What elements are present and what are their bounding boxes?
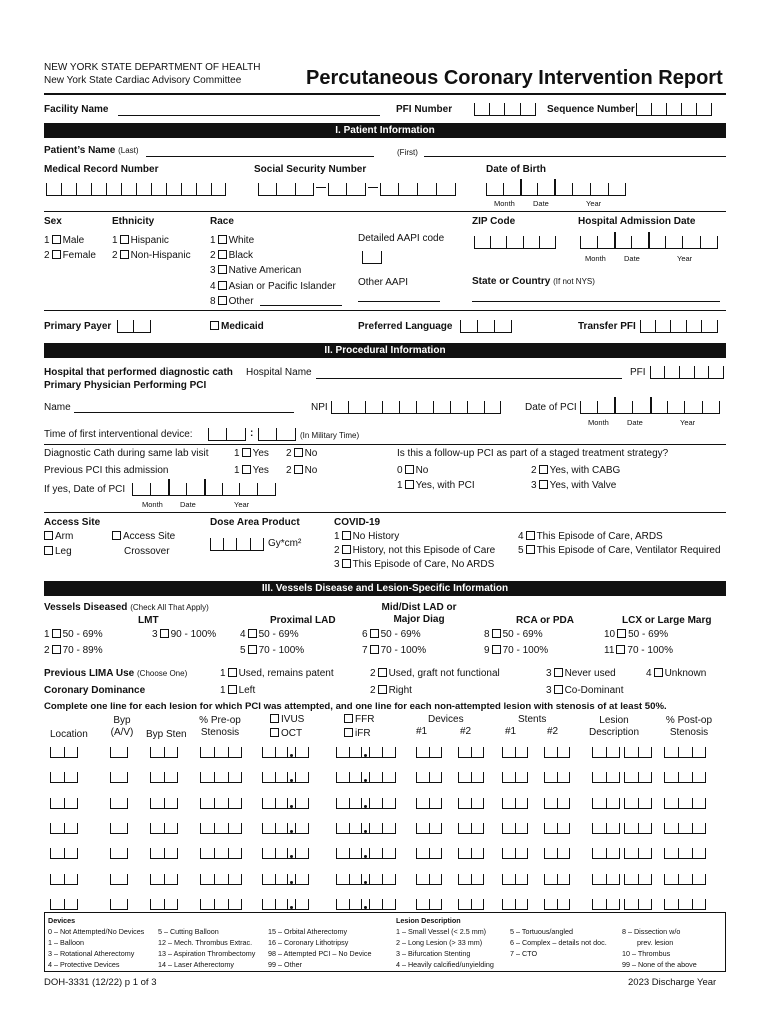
col-postop-stenosis: % Post-op Stenosis	[665, 715, 713, 738]
ifr-option[interactable]: iFR	[342, 728, 371, 740]
ssn-part-1[interactable]	[258, 180, 314, 196]
device-2-boxes[interactable]	[458, 771, 484, 783]
followup-no-option[interactable]: 0 No	[397, 465, 429, 476]
col-bypass: Byp (A/V)	[110, 715, 134, 738]
hispanic-option[interactable]: 1 Hispanic	[112, 235, 169, 246]
postop-stenosis-boxes[interactable]	[664, 746, 706, 758]
divider	[44, 512, 726, 513]
legend-item: 99 – Other	[268, 960, 302, 969]
lesion-desc-1-boxes[interactable]	[592, 847, 620, 859]
ssn-dash-2	[368, 187, 378, 188]
diag-no-option[interactable]: 2 No	[286, 448, 318, 459]
bypass-stenosis-boxes[interactable]	[150, 771, 178, 783]
ssn-part-2[interactable]	[328, 180, 366, 196]
stent-2-boxes[interactable]	[544, 873, 570, 885]
pci-month-hint: Month	[588, 418, 609, 427]
legend-item: 7 – CTO	[510, 949, 538, 958]
lesion-desc-2-boxes[interactable]	[624, 822, 652, 834]
ffr-ifr-value-boxes[interactable]	[336, 873, 396, 885]
lmt-90-100-option[interactable]: 3 90 - 100%	[152, 629, 217, 640]
preop-stenosis-boxes[interactable]	[200, 847, 242, 859]
followup-valve-option[interactable]: 3 Yes, with Valve	[531, 480, 617, 491]
first-name-field[interactable]	[424, 156, 726, 157]
bypass-stenosis-boxes[interactable]	[150, 746, 178, 758]
last-name-field[interactable]	[146, 156, 374, 157]
aapi-code-boxes[interactable]	[362, 248, 382, 264]
last-name-hint: (Last)	[118, 146, 139, 155]
device-2-boxes[interactable]	[458, 898, 484, 910]
device-2-boxes[interactable]	[458, 822, 484, 834]
prev-pci-date-boxes[interactable]	[132, 480, 276, 496]
stent-2-boxes[interactable]	[544, 746, 570, 758]
lima-label: Previous LIMA Use (Choose One)	[44, 668, 188, 679]
rca-50-69-option[interactable]: 8 50 - 69%	[484, 629, 543, 640]
date-of-pci-boxes[interactable]	[580, 398, 720, 414]
col-stent-1: #1	[505, 726, 517, 737]
mrn-label: Medical Record Number	[44, 164, 159, 175]
stent-1-boxes[interactable]	[502, 746, 528, 758]
ffr-ifr-value-boxes[interactable]	[336, 898, 396, 910]
physician-name-label: Name	[44, 402, 71, 413]
dose-area-boxes[interactable]	[210, 535, 264, 551]
section-3-header: III. Vessels Disease and Lesion-Specific Information	[44, 581, 726, 596]
patient-name-label	[44, 145, 139, 157]
legend-item: 1 – Balloon	[48, 938, 84, 947]
col-stents: Stents	[518, 714, 547, 725]
lesion-desc-2-boxes[interactable]	[624, 746, 652, 758]
diag-yes-option[interactable]: 1 Yes	[234, 448, 269, 459]
ffr-ifr-value-boxes[interactable]	[336, 847, 396, 859]
legend-item: 98 – Attempted PCI – No Device	[268, 949, 372, 958]
dob-year-hint: Year	[586, 199, 602, 208]
legend-item: 2 – Long Lesion (> 33 mm)	[396, 938, 483, 947]
race-other-option[interactable]: 8 Other	[210, 296, 254, 307]
stent-2-boxes[interactable]	[544, 847, 570, 859]
time-colon: :	[250, 428, 254, 439]
race-white-option[interactable]: 1 White	[210, 235, 255, 246]
device-1-boxes[interactable]	[416, 847, 442, 859]
followup-question: Is this a follow-up PCI as part of a staged treatment strategy?	[397, 448, 669, 459]
bypass-box[interactable]	[110, 746, 128, 758]
physician-label: Primary Physician Performing PCI	[44, 380, 207, 391]
prev-year-hint: Year	[234, 500, 250, 509]
legend-devices-title: Devices	[48, 916, 76, 925]
lesion-desc-2-boxes[interactable]	[624, 847, 652, 859]
device-1-boxes[interactable]	[416, 873, 442, 885]
covid-no-history-option[interactable]: 1 No History	[334, 531, 400, 542]
plad-50-69-option[interactable]: 4 50 - 69%	[240, 629, 299, 640]
legend-item: 3 – Bifurcation Stenting	[396, 949, 471, 958]
bypass-box[interactable]	[110, 797, 128, 809]
location-boxes[interactable]	[50, 847, 78, 859]
lmt-50-69-option[interactable]: 1 50 - 69%	[44, 629, 103, 640]
legend-item: 6 – Complex – details not doc.	[510, 938, 607, 947]
ffr-ifr-value-boxes[interactable]	[336, 797, 396, 809]
lima-not-functional-option[interactable]: 2 Used, graft not functional	[370, 668, 500, 679]
first-name-hint: (First)	[397, 148, 418, 157]
payer-boxes[interactable]	[117, 317, 151, 333]
lesion-desc-2-boxes[interactable]	[624, 771, 652, 783]
physician-name-field[interactable]	[74, 412, 294, 413]
location-boxes[interactable]	[50, 797, 78, 809]
lcx-70-100-option[interactable]: 11 70 - 100%	[604, 645, 673, 656]
previous-pci-label: Previous PCI this admission	[44, 465, 169, 476]
covid-history-option[interactable]: 2 History, not this Episode of Care	[334, 545, 496, 556]
divider	[44, 211, 726, 212]
covid-ventilator-option[interactable]: 5 This Episode of Care, Ventilator Required	[518, 545, 721, 556]
oct-option[interactable]: OCT	[268, 728, 302, 740]
stent-1-boxes[interactable]	[502, 797, 528, 809]
date-of-pci-label: Date of PCI	[525, 402, 577, 413]
ivus-oct-value-boxes[interactable]	[262, 797, 309, 809]
ivus-oct-value-boxes[interactable]	[262, 873, 309, 885]
preop-stenosis-boxes[interactable]	[200, 873, 242, 885]
legend-item: 8 – Dissection w/o	[622, 927, 681, 936]
access-leg-option[interactable]: Leg	[44, 546, 72, 558]
col-devices: Devices	[428, 714, 464, 725]
covid-label: COVID-19	[334, 517, 381, 528]
lima-unknown-option[interactable]: 4 Unknown	[646, 668, 707, 679]
legend-lesion-title: Lesion Description	[396, 916, 461, 925]
legend-item: 1 – Small Vessel (< 2.5 mm)	[396, 927, 487, 936]
mlad-50-69-option[interactable]: 6 50 - 69%	[362, 629, 421, 640]
location-boxes[interactable]	[50, 873, 78, 885]
postop-stenosis-boxes[interactable]	[664, 771, 706, 783]
postop-stenosis-boxes[interactable]	[664, 873, 706, 885]
sex-female-option[interactable]: 2 Female	[44, 250, 96, 261]
proximal-lad-header: Proximal LAD	[270, 615, 336, 626]
dob-date-hint: Date	[533, 199, 549, 208]
postop-stenosis-boxes[interactable]	[664, 847, 706, 859]
if-yes-date-label: If yes, Date of PCI	[44, 484, 126, 495]
device-2-boxes[interactable]	[458, 746, 484, 758]
device-1-boxes[interactable]	[416, 898, 442, 910]
device-1-boxes[interactable]	[416, 822, 442, 834]
plad-70-100-option[interactable]: 5 70 - 100%	[240, 645, 305, 656]
race-native-option[interactable]: 3 Native American	[210, 265, 302, 276]
military-time-hint: (In Military Time)	[300, 431, 360, 440]
ffr-ifr-value-boxes[interactable]	[336, 822, 396, 834]
time-hours-boxes[interactable]	[208, 425, 246, 441]
divider	[44, 444, 726, 445]
aapi-code-label: Detailed AAPI code	[358, 233, 445, 244]
lesion-desc-1-boxes[interactable]	[592, 898, 620, 910]
form-number: DOH-3331 (12/22) p 1 of 3	[44, 977, 157, 988]
committee-name: New York State Cardiac Advisory Committee	[44, 75, 242, 86]
lcx-50-69-option[interactable]: 10 50 - 69%	[604, 629, 669, 640]
prev-pci-yes-option[interactable]: 1 Yes	[234, 465, 269, 476]
dominance-codominant-option[interactable]: 3 Co-Dominant	[546, 685, 624, 696]
stent-1-boxes[interactable]	[502, 898, 528, 910]
transfer-pfi-label: Transfer PFI	[578, 321, 636, 332]
lesion-desc-1-boxes[interactable]	[592, 797, 620, 809]
pfi-label: PFI Number	[396, 104, 453, 115]
dose-area-label: Dose Area Product	[210, 517, 300, 528]
preop-stenosis-boxes[interactable]	[200, 771, 242, 783]
legend-item: 4 – Heavily calcified/unyielding	[396, 960, 494, 969]
postop-stenosis-boxes[interactable]	[664, 898, 706, 910]
col-bypass-stenosis: Byp Sten	[146, 729, 187, 740]
col-location: Location	[50, 729, 88, 740]
ffr-option[interactable]: FFR	[342, 714, 374, 726]
legend-item: 5 – Tortuous/angled	[510, 927, 574, 936]
bypass-box[interactable]	[110, 822, 128, 834]
lima-patent-option[interactable]: 1 Used, remains patent	[220, 668, 334, 679]
npi-label: NPI	[311, 402, 328, 413]
legend-item: 12 – Mech. Thrombus Extrac.	[158, 938, 253, 947]
hospital-name-field[interactable]	[316, 378, 622, 379]
lesion-instructions: Complete one line for each lesion for which PCI was attempted, and one line for each non-attempted lesion with stenosis of at least 50%.	[44, 701, 667, 712]
sex-label: Sex	[44, 216, 62, 227]
device-2-boxes[interactable]	[458, 797, 484, 809]
other-aapi-field[interactable]	[358, 301, 440, 302]
race-label: Race	[210, 216, 234, 227]
postop-stenosis-boxes[interactable]	[664, 822, 706, 834]
ffr-ifr-value-boxes[interactable]	[336, 771, 396, 783]
covid-no-ards-option[interactable]: 3 This Episode of Care, No ARDS	[334, 559, 495, 570]
sex-male-option[interactable]: 1 Male	[44, 235, 85, 246]
location-boxes[interactable]	[50, 771, 78, 783]
legend-item: 3 – Rotational Atherectomy	[48, 949, 135, 958]
legend-item: 99 – None of the above	[622, 960, 697, 969]
agency-name: NEW YORK STATE DEPARTMENT OF HEALTH	[44, 62, 261, 73]
race-other-field[interactable]	[260, 305, 342, 306]
pfi-number-boxes[interactable]	[474, 100, 536, 116]
ffr-ifr-value-boxes[interactable]	[336, 746, 396, 758]
ssn-part-3[interactable]	[380, 180, 456, 196]
legend-item: 0 – Not Attempted/No Devices	[48, 927, 145, 936]
dob-month-hint: Month	[494, 199, 515, 208]
location-boxes[interactable]	[50, 822, 78, 834]
lmt-70-89-option[interactable]: 2 70 - 89%	[44, 645, 103, 656]
location-boxes[interactable]	[50, 898, 78, 910]
ssn-label: Social Security Number	[254, 164, 367, 175]
admission-month-hint: Month	[585, 254, 606, 263]
device-2-boxes[interactable]	[458, 847, 484, 859]
access-site-label: Access Site	[44, 517, 101, 528]
language-label: Preferred Language	[358, 321, 453, 332]
stent-2-boxes[interactable]	[544, 898, 570, 910]
transfer-pfi-boxes[interactable]	[640, 317, 718, 333]
device-1-boxes[interactable]	[416, 797, 442, 809]
sequence-number-boxes[interactable]	[636, 100, 712, 116]
hospital-pfi-boxes[interactable]	[650, 363, 724, 379]
col-device-1: #1	[416, 726, 428, 737]
other-aapi-label: Other AAPI	[358, 277, 409, 288]
preop-stenosis-boxes[interactable]	[200, 898, 242, 910]
discharge-year: 2023 Discharge Year	[628, 977, 717, 988]
dominance-label: Coronary Dominance	[44, 685, 146, 696]
facility-field[interactable]	[118, 115, 380, 116]
header-rule	[44, 93, 726, 95]
ivus-oct-value-boxes[interactable]	[262, 771, 309, 783]
mrn-boxes[interactable]	[46, 180, 226, 196]
stent-2-boxes[interactable]	[544, 771, 570, 783]
admission-year-hint: Year	[677, 254, 693, 263]
vessels-diseased-label: Vessels Diseased (Check All That Apply)	[44, 602, 209, 613]
section-2-header: II. Procedural Information	[44, 343, 726, 358]
bypass-box[interactable]	[110, 873, 128, 885]
dob-label: Date of Birth	[486, 164, 546, 175]
admission-date-label: Hospital Admission Date	[578, 216, 696, 227]
diag-cath-same-visit-label: Diagnostic Cath during same lab visit	[44, 448, 209, 459]
followup-cabg-option[interactable]: 2 Yes, with CABG	[531, 465, 621, 476]
lesion-desc-1-boxes[interactable]	[592, 746, 620, 758]
zip-label: ZIP Code	[472, 216, 516, 227]
payer-label: Primary Payer	[44, 321, 112, 332]
dominance-left-option[interactable]: 1 Left	[220, 685, 256, 696]
ivus-oct-value-boxes[interactable]	[262, 847, 309, 859]
first-device-time-label: Time of first interventional device:	[44, 429, 193, 440]
patient-name-text: Patient’s Name	[44, 145, 116, 156]
col-device-2: #2	[460, 726, 472, 737]
prev-month-hint: Month	[142, 500, 163, 509]
language-boxes[interactable]	[460, 317, 512, 333]
page-title: Percutaneous Coronary Intervention Report	[306, 67, 723, 89]
bypass-box[interactable]	[110, 771, 128, 783]
preop-stenosis-boxes[interactable]	[200, 746, 242, 758]
col-lesion-description: Lesion Description	[588, 715, 640, 738]
facility-label: Facility Name	[44, 104, 109, 115]
access-crossover-option[interactable]: Access Site	[110, 531, 175, 543]
rca-header: RCA or PDA	[516, 615, 574, 626]
hospital-pfi-label: PFI	[630, 367, 646, 378]
location-boxes[interactable]	[50, 746, 78, 758]
sequence-label: Sequence Number	[547, 104, 635, 115]
state-label: State or Country (If not NYS)	[472, 276, 595, 287]
medicaid-option[interactable]: Medicaid	[208, 321, 264, 333]
admission-date-boxes[interactable]	[580, 233, 718, 249]
time-minutes-boxes[interactable]	[258, 425, 296, 441]
prev-pci-no-option[interactable]: 2 No	[286, 465, 318, 476]
stent-1-boxes[interactable]	[502, 771, 528, 783]
stent-1-boxes[interactable]	[502, 847, 528, 859]
npi-boxes[interactable]	[331, 398, 501, 414]
ivus-oct-value-boxes[interactable]	[262, 898, 309, 910]
legend-item: 14 – Laser Atherectomy	[158, 960, 234, 969]
ssn-dash-1	[316, 187, 326, 188]
prev-date-hint: Date	[180, 500, 196, 509]
ivus-option[interactable]: IVUS	[268, 714, 304, 726]
legend-item: 4 – Protective Devices	[48, 960, 120, 969]
legend-item: 10 – Thrombus	[622, 949, 671, 958]
dob-boxes[interactable]	[486, 180, 626, 196]
bypass-stenosis-boxes[interactable]	[150, 797, 178, 809]
bypass-stenosis-boxes[interactable]	[150, 898, 178, 910]
bypass-box[interactable]	[110, 898, 128, 910]
preop-stenosis-boxes[interactable]	[200, 797, 242, 809]
device-1-boxes[interactable]	[416, 771, 442, 783]
ivus-oct-value-boxes[interactable]	[262, 746, 309, 758]
bypass-stenosis-boxes[interactable]	[150, 873, 178, 885]
bypass-stenosis-boxes[interactable]	[150, 822, 178, 834]
ivus-oct-value-boxes[interactable]	[262, 822, 309, 834]
lesion-desc-2-boxes[interactable]	[624, 898, 652, 910]
legend-item: 5 – Cutting Balloon	[158, 927, 219, 936]
dominance-right-option[interactable]: 2 Right	[370, 685, 412, 696]
lmt-header: LMT	[138, 615, 159, 626]
stent-2-boxes[interactable]	[544, 822, 570, 834]
non-hispanic-option[interactable]: 2 Non-Hispanic	[112, 250, 191, 261]
lesion-desc-1-boxes[interactable]	[592, 873, 620, 885]
legend-item: 13 – Aspiration Thrombectomy	[158, 949, 256, 958]
lima-never-used-option[interactable]: 3 Never used	[546, 668, 616, 679]
followup-pci-option[interactable]: 1 Yes, with PCI	[397, 480, 475, 491]
race-asian-option[interactable]: 4 Asian or Pacific Islander	[210, 281, 336, 292]
legend-item: 15 – Orbital Atherectomy	[268, 927, 348, 936]
section-1-header: I. Patient Information	[44, 123, 726, 138]
ethnicity-label: Ethnicity	[112, 216, 155, 227]
hospital-name-label: Hospital Name	[246, 367, 312, 378]
preop-stenosis-boxes[interactable]	[200, 822, 242, 834]
col-stent-2: #2	[547, 726, 559, 737]
col-preop-stenosis: % Pre-op Stenosis	[199, 715, 241, 738]
lesion-desc-1-boxes[interactable]	[592, 822, 620, 834]
device-2-boxes[interactable]	[458, 873, 484, 885]
race-black-option[interactable]: 2 Black	[210, 250, 254, 261]
zip-boxes[interactable]	[474, 233, 556, 249]
rca-70-100-option[interactable]: 9 70 - 100%	[484, 645, 549, 656]
postop-stenosis-boxes[interactable]	[664, 797, 706, 809]
access-arm-option[interactable]: Arm	[44, 531, 73, 543]
admission-date-hint: Date	[624, 254, 640, 263]
bypass-stenosis-boxes[interactable]	[150, 847, 178, 859]
legend-item: prev. lesion	[637, 938, 674, 947]
bypass-box[interactable]	[110, 847, 128, 859]
hospital-cath-label: Hospital that performed diagnostic cath	[44, 367, 233, 378]
dose-unit: Gy*cm²	[268, 538, 302, 549]
mlad-70-100-option[interactable]: 7 70 - 100%	[362, 645, 427, 656]
lesion-desc-2-boxes[interactable]	[624, 873, 652, 885]
legend-item: 16 – Coronary Lithotripsy	[268, 938, 349, 947]
pci-year-hint: Year	[680, 418, 696, 427]
pci-date-hint: Date	[627, 418, 643, 427]
covid-ards-option[interactable]: 4 This Episode of Care, ARDS	[518, 531, 663, 542]
state-field[interactable]	[472, 301, 720, 302]
lcx-header: LCX or Large Marg	[622, 615, 712, 626]
divider	[44, 310, 726, 311]
stent-2-boxes[interactable]	[544, 797, 570, 809]
lesion-desc-2-boxes[interactable]	[624, 797, 652, 809]
lesion-desc-1-boxes[interactable]	[592, 771, 620, 783]
stent-1-boxes[interactable]	[502, 873, 528, 885]
access-crossover-text: Crossover	[124, 546, 170, 557]
mid-lad-header: Mid/Dist LAD or Major Diag	[381, 602, 457, 625]
stent-1-boxes[interactable]	[502, 822, 528, 834]
device-1-boxes[interactable]	[416, 746, 442, 758]
